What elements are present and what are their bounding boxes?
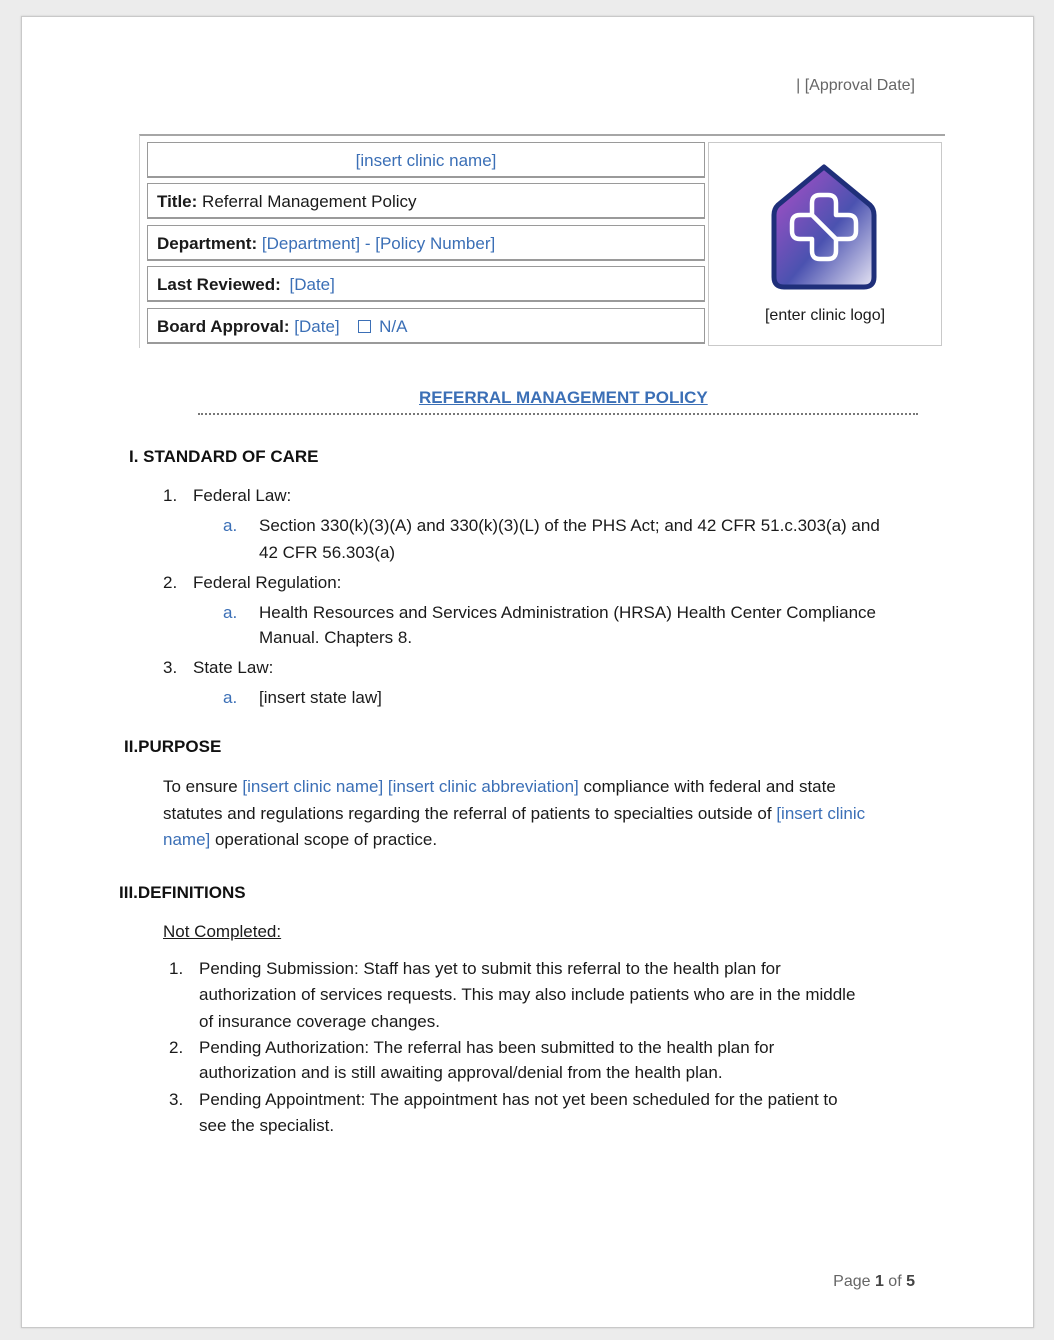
department-label: Department:	[157, 234, 258, 253]
logo-caption: [enter clinic logo]	[764, 307, 886, 324]
board-approval-date: [Date]	[294, 317, 340, 336]
list-number: 2.	[169, 1038, 184, 1057]
sub-list-letter: a.	[223, 603, 238, 622]
na-checkbox[interactable]	[358, 320, 371, 333]
list-number: 3.	[169, 1090, 184, 1109]
department-cell[interactable]	[147, 225, 705, 261]
section-definitions-heading: III.DEFINITIONS	[119, 883, 246, 902]
sub-list-letter: a.	[223, 516, 238, 535]
clinic-logo-cell[interactable]	[708, 142, 942, 346]
sub-list-line: Section 330(k)(3)(A) and 330(k)(3)(L) of the PHS Act; and 42 CFR 51.c.303(a) and	[259, 516, 880, 535]
approval-date-header: | [Approval Date]	[796, 77, 915, 94]
sub-list-line: [insert state law]	[259, 688, 382, 707]
title-value: Referral Management Policy	[202, 192, 417, 211]
clinic-name: [insert clinic name]	[355, 151, 497, 170]
definition-line: Pending Authorization: The referral has been submitted to the health plan for	[199, 1038, 775, 1057]
definition-line: Pending Appointment: The appointment has not yet been scheduled for the patient to	[199, 1090, 838, 1109]
document-page	[21, 16, 1034, 1328]
last-reviewed-value: [Date]	[289, 275, 335, 294]
list-item-federal-law: Federal Law:	[193, 486, 292, 505]
title-cell[interactable]	[147, 183, 705, 219]
sub-list-letter: a.	[223, 688, 238, 707]
sub-list-line: Health Resources and Services Administration (HRSA) Health Center Compliance	[259, 603, 876, 622]
list-number: 3.	[163, 658, 178, 677]
section-purpose-heading: II.PURPOSE	[124, 737, 222, 756]
definition-line: Pending Submission: Staff has yet to submit this referral to the health plan for	[199, 959, 781, 978]
list-number: 1.	[169, 959, 184, 978]
definition-line: see the specialist.	[199, 1116, 335, 1135]
sub-list-line: Manual. Chapters 8.	[259, 628, 413, 647]
department-value: [Department] - [Policy Number]	[261, 234, 496, 253]
page-number-footer: Page 1 of 5	[833, 1273, 915, 1290]
title-label: Title:	[157, 192, 198, 211]
list-number: 2.	[163, 573, 178, 592]
definition-line: authorization and is still awaiting approval/denial from the health plan.	[199, 1063, 723, 1082]
board-approval-cell[interactable]	[147, 308, 705, 344]
purpose-paragraph: To ensure [insert clinic name] [insert clinic abbreviation] compliance with federal and state statutes and regulations regarding the referral of patients to specialties outside of [insert clinic name] operational scope of practice.	[163, 777, 866, 849]
section-standard-of-care-heading: I. STANDARD OF CARE	[129, 447, 319, 466]
board-approval-label: Board Approval:	[157, 317, 290, 336]
document-title: REFERRAL MANAGEMENT POLICY	[419, 388, 708, 407]
last-reviewed-label: Last Reviewed:	[157, 275, 281, 294]
list-item-state-law: State Law:	[193, 658, 274, 677]
definitions-subheading: Not Completed:	[163, 922, 282, 941]
list-item-federal-regulation: Federal Regulation:	[193, 573, 342, 592]
list-number: 1.	[163, 486, 178, 505]
definition-line: authorization of services requests. This may also include patients who are in the middle	[199, 985, 856, 1004]
sub-list-line: 42 CFR 56.303(a)	[259, 543, 396, 562]
policy-info-table	[139, 134, 945, 348]
medical-cross-logo-icon	[764, 159, 884, 299]
last-reviewed-cell[interactable]	[147, 266, 705, 302]
definition-line: of insurance coverage changes.	[199, 1012, 440, 1031]
title-divider	[198, 413, 918, 415]
na-label: N/A	[379, 317, 408, 336]
clinic-name-cell[interactable]	[147, 142, 705, 178]
